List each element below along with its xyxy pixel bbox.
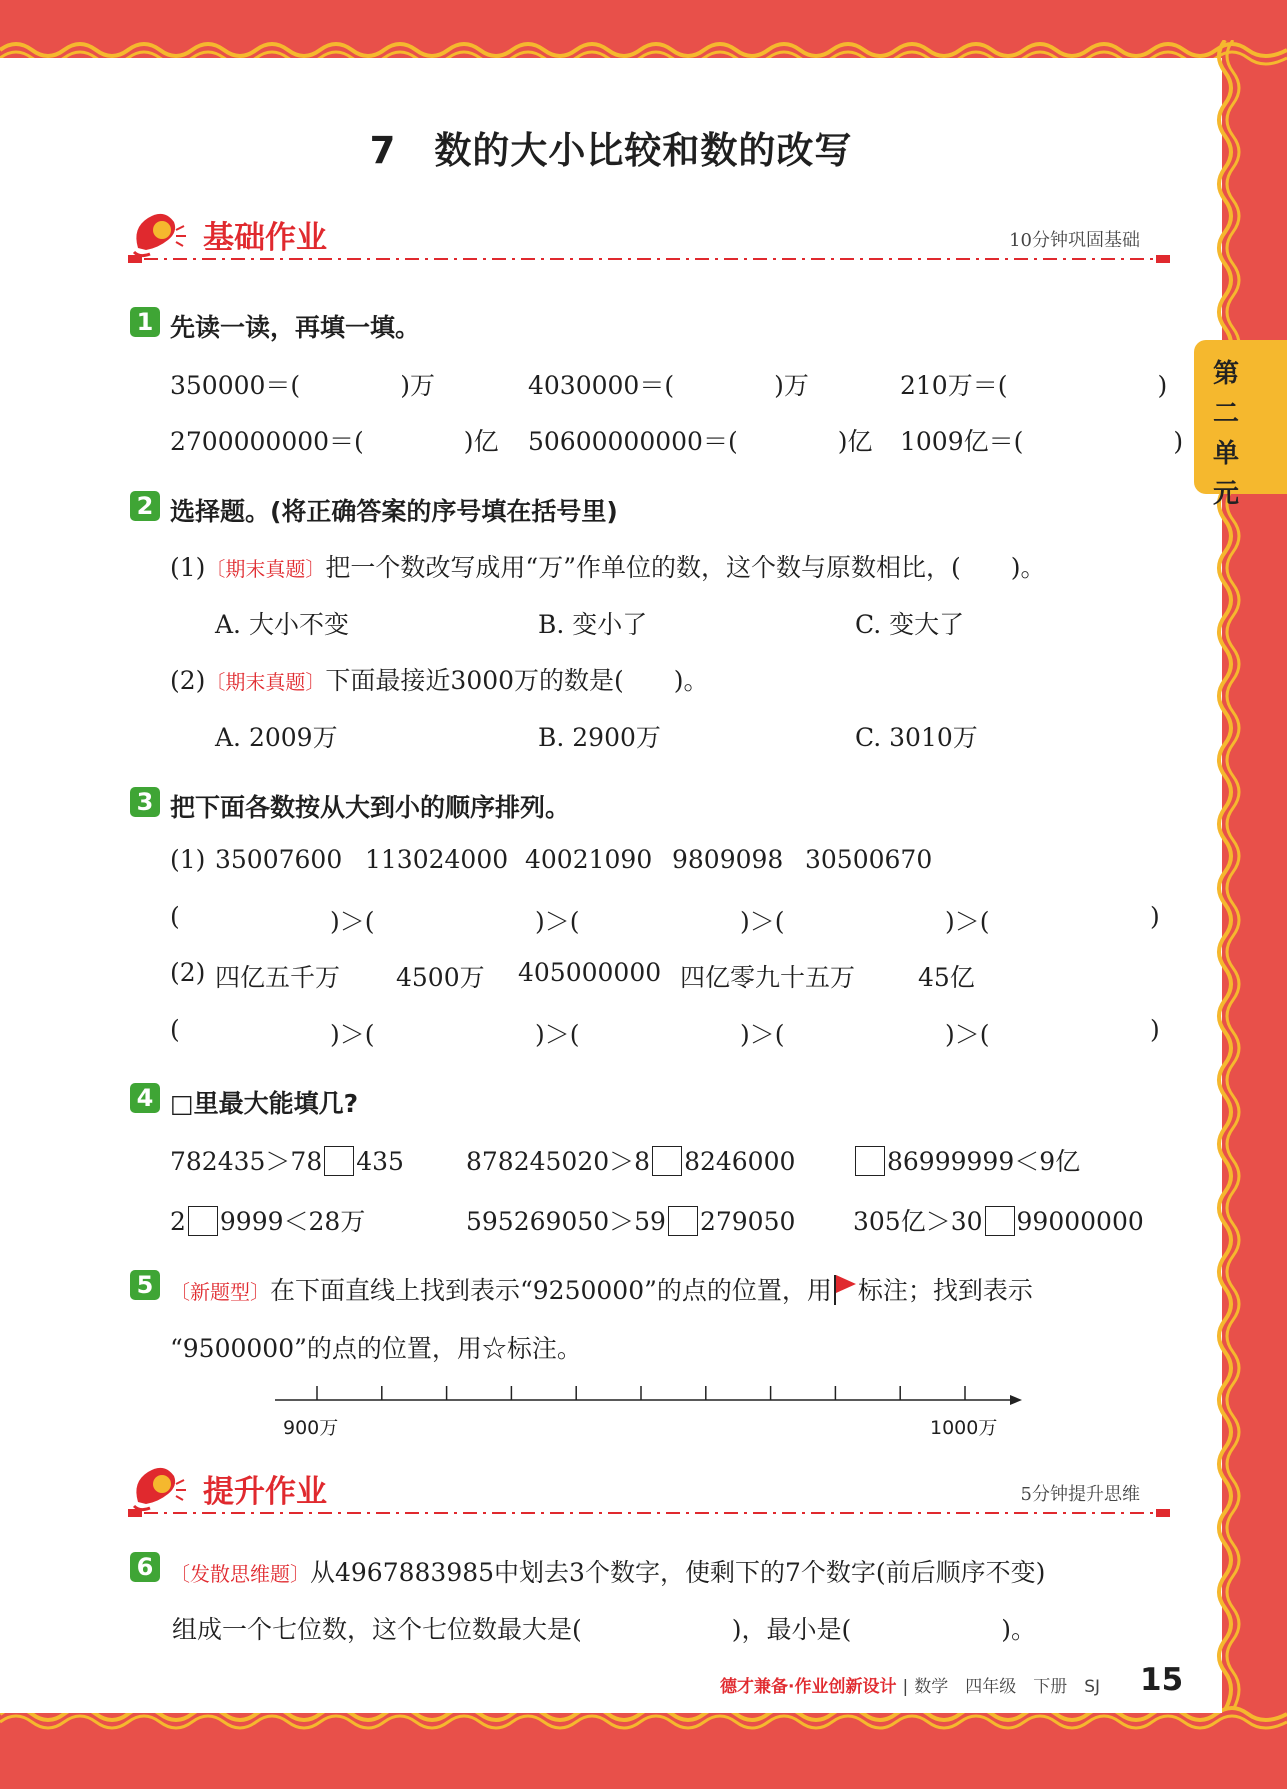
answer-box[interactable]	[652, 1146, 682, 1176]
q3-blank: )＞(	[740, 1020, 785, 1049]
tag-final-exam: 〔期末真题〕	[205, 557, 326, 581]
number-line-end-label: 1000万	[930, 1417, 998, 1439]
q2-2-option-c: C. 3010万	[855, 723, 978, 752]
q2-2-option-a: A. 2009万	[215, 723, 338, 752]
q1-item: 1009亿＝( )	[900, 427, 1184, 456]
tag-divergent-thinking: 〔发散思维题〕	[170, 1562, 310, 1586]
q1-item: 4030000＝( )万	[528, 371, 809, 400]
q3-number: 四亿五千万	[215, 963, 341, 992]
q3-blank: )＞(	[535, 907, 580, 936]
q1-item: 50600000000＝( )亿	[528, 427, 873, 456]
tag-new-type: 〔新题型〕	[170, 1280, 270, 1304]
answer-box[interactable]	[985, 1206, 1015, 1236]
q3-number: 405000000	[518, 958, 662, 987]
q3-blank: )	[1150, 902, 1160, 931]
question-1-title: 先读一读，再填一填。	[170, 313, 421, 342]
answer-box[interactable]	[188, 1206, 218, 1236]
footer-brand: 德才兼备·作业创新设计	[720, 1677, 897, 1697]
question-number-3: 3	[130, 787, 160, 817]
q3-sub-1-prefix: (1)	[170, 845, 206, 874]
q3-blank: )＞(	[535, 1020, 580, 1049]
q1-item: 2700000000＝( )亿	[170, 427, 499, 456]
question-5-line-1: 〔新题型〕在下面直线上找到表示“9250000”的点的位置，用 标注；找到表示	[170, 1271, 1033, 1307]
q3-blank: )＞(	[330, 1020, 375, 1049]
q4-item-1: 782435＞78 435	[170, 1147, 404, 1176]
question-number-4: 4	[130, 1083, 160, 1113]
footer-info: 数学 四年级 下册 SJ	[914, 1677, 1101, 1697]
q2-1-option-a: A. 大小不变	[215, 610, 349, 639]
section-advanced-time: 5分钟提升思维	[1020, 1484, 1140, 1505]
q3-number: 9809098	[672, 845, 784, 874]
section-basic-header	[128, 208, 1170, 258]
q4-item-3: 86999999＜9亿	[853, 1142, 1080, 1178]
q4-item-2: 878245020＞8 8246000	[466, 1147, 796, 1176]
answer-box[interactable]	[668, 1206, 698, 1236]
section-advanced-rule	[128, 1506, 1170, 1520]
section-basic-time: 10分钟巩固基础	[1009, 230, 1140, 251]
question-6-line-2: 组成一个七位数，这个七位数最大是( )，最小是( )。	[172, 1615, 1037, 1644]
q3-blank: )＞(	[945, 1020, 990, 1049]
question-6-line-1: 〔发散思维题〕从4967883985中划去3个数字，使剩下的7个数字(前后顺序不变)	[170, 1558, 1046, 1587]
q1-item: 350000＝( )万	[170, 371, 435, 400]
tag-final-exam: 〔期末真题〕	[205, 670, 326, 694]
unit-tab-label: 第 二 单 元	[1212, 359, 1239, 509]
q3-number: 30500670	[805, 845, 933, 874]
page-title: 7 数的大小比较和数的改写	[369, 129, 853, 172]
question-4-title: □里最大能填几?	[170, 1089, 359, 1118]
answer-box[interactable]	[855, 1146, 885, 1176]
right-wave-border	[1205, 40, 1245, 1710]
q3-blank: (	[170, 1015, 180, 1044]
red-flag-icon	[832, 1273, 858, 1305]
question-number-2: 2	[130, 491, 160, 521]
q3-number: 四亿零九十五万	[680, 963, 856, 992]
q1-item: 210万＝( )	[900, 371, 1168, 400]
question-number-6: 6	[130, 1552, 160, 1582]
question-number-5: 5	[130, 1270, 160, 1300]
number-line	[270, 1380, 1030, 1440]
q4-item-5: 595269050＞59 279050	[466, 1207, 796, 1236]
q3-number: 45亿	[918, 963, 975, 992]
q3-sub-2-prefix: (2)	[170, 958, 206, 987]
section-basic-rule	[128, 252, 1170, 266]
q2-sub-2: (2)〔期末真题〕下面最接近3000万的数是( )。	[170, 666, 709, 695]
q3-blank: (	[170, 902, 180, 931]
number-line-start-label: 900万	[283, 1417, 339, 1439]
answer-box[interactable]	[324, 1146, 354, 1176]
q3-number: 35007600	[215, 845, 343, 874]
page-number: 15	[1140, 1662, 1184, 1698]
question-number-1: 1	[130, 307, 160, 337]
question-3-title: 把下面各数按从大到小的顺序排列。	[170, 793, 571, 822]
question-2-title: 选择题。(将正确答案的序号填在括号里)	[170, 497, 618, 526]
question-5-line-2: “9500000”的点的位置，用☆标注。	[170, 1334, 582, 1363]
q3-blank: )＞(	[945, 907, 990, 936]
section-advanced-header	[128, 1462, 1170, 1512]
q2-sub-1: (1)〔期末真题〕把一个数改写成用“万”作单位的数，这个数与原数相比，( )。	[170, 553, 1046, 582]
footer: 德才兼备·作业创新设计 | 数学 四年级 下册 SJ	[720, 1677, 1101, 1697]
q3-number: 40021090	[525, 845, 653, 874]
unit-tab	[1194, 340, 1287, 509]
section-basic-label: 基础作业	[203, 220, 327, 256]
q3-number: 4500万	[396, 963, 485, 992]
q3-number: 113024000	[365, 845, 509, 874]
q4-item-6: 305亿＞30 99000000	[853, 1207, 1144, 1236]
q2-2-option-b: B. 2900万	[538, 723, 661, 752]
section-advanced-label: 提升作业	[203, 1474, 327, 1510]
q4-item-4: 2 9999＜28万	[170, 1207, 366, 1236]
q3-blank: )＞(	[740, 907, 785, 936]
q3-blank: )＞(	[330, 907, 375, 936]
q2-1-option-b: B. 变小了	[538, 610, 648, 639]
q2-1-option-c: C. 变大了	[855, 610, 965, 639]
q3-blank: )	[1150, 1015, 1160, 1044]
